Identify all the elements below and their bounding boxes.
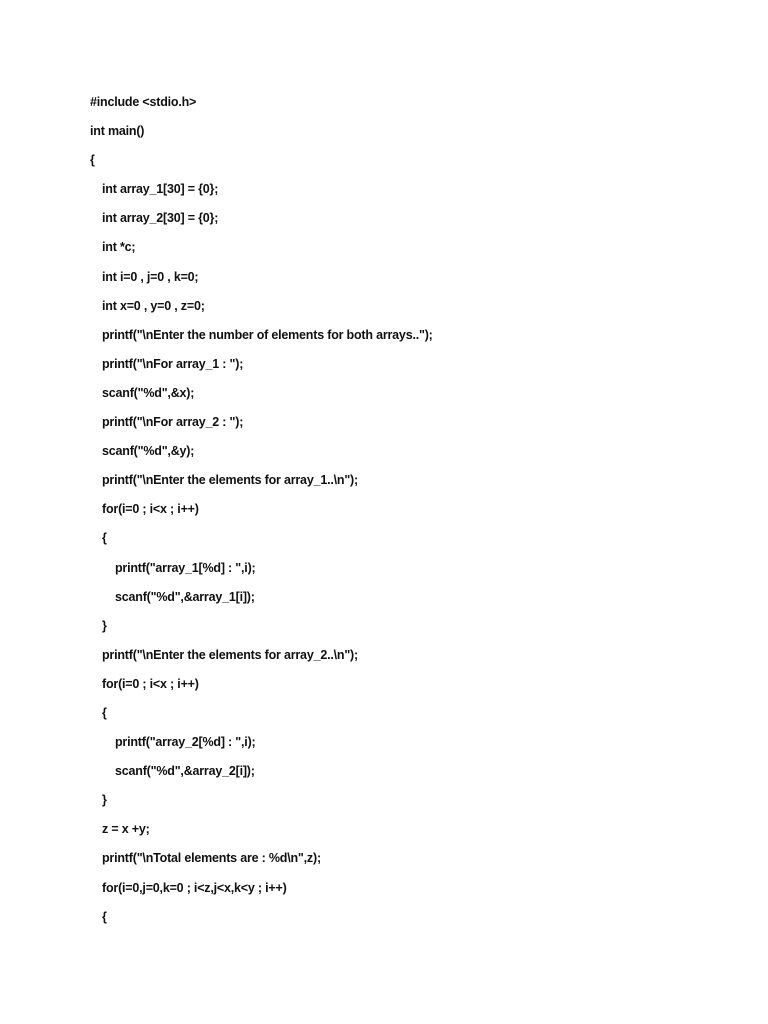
code-line: z = x +y; — [102, 822, 150, 837]
code-line: } — [102, 618, 107, 633]
code-line: scanf("%d",&y); — [102, 444, 195, 459]
code-line: scanf("%d",&array_1[i]); — [115, 589, 255, 604]
code-line: printf("\nFor array_2 : "); — [102, 415, 244, 430]
code-line: { — [102, 705, 107, 720]
code-line: { — [102, 531, 107, 546]
code-line-include: #include <stdio.h> — [90, 95, 197, 109]
code-listing — [90, 92, 730, 936]
code-line: int i=0 , j=0 , k=0; — [102, 269, 199, 284]
code-line: printf("array_1[%d] : ",i); — [115, 560, 256, 575]
code-line: int x=0 , y=0 , z=0; — [102, 298, 205, 313]
code-line: for(i=0,j=0,k=0 ; i<z,j<x,k<y ; i++) — [102, 880, 287, 895]
code-line: int *c; — [102, 240, 136, 255]
code-line: int array_2[30] = {0}; — [102, 211, 219, 226]
code-line: printf("\nEnter the elements for array_2..\n"); — [102, 647, 358, 662]
code-line: scanf("%d",&x); — [102, 385, 195, 400]
code-line: { — [102, 909, 107, 924]
code-line: } — [102, 793, 107, 808]
code-line-open-brace: { — [90, 153, 95, 168]
code-line: printf("\nEnter the elements for array_1..\n"); — [102, 473, 358, 488]
code-line-main: int main() — [90, 124, 145, 139]
code-line: printf("\nFor array_1 : "); — [102, 356, 244, 371]
code-line: printf("array_2[%d] : ",i); — [115, 735, 256, 750]
code-line: printf("\nEnter the number of elements for both arrays.."); — [102, 327, 433, 342]
code-line: for(i=0 ; i<x ; i++) — [102, 502, 199, 517]
code-line: for(i=0 ; i<x ; i++) — [102, 676, 199, 691]
code-line: int array_1[30] = {0}; — [102, 182, 219, 197]
code-line: printf("\nTotal elements are : %d\n",z); — [102, 851, 321, 866]
code-line: scanf("%d",&array_2[i]); — [115, 764, 255, 779]
